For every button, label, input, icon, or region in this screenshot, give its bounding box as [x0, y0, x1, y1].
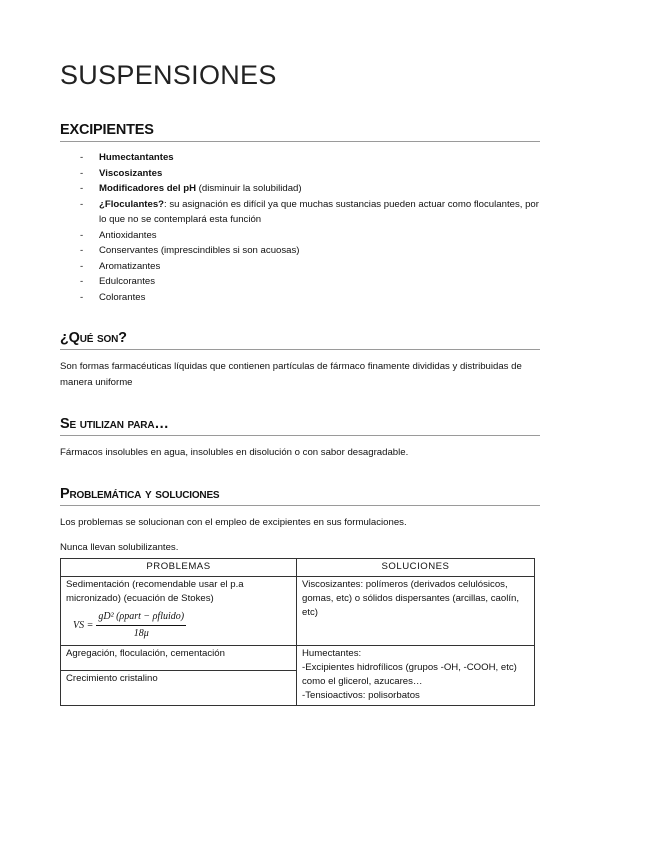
section-heading-se-utilizan: Se utilizan para… [60, 416, 540, 436]
page-title: SUSPENSIONES [60, 60, 277, 90]
formula-denominator: 18μ [133, 628, 149, 639]
solution-viscosizantes: Viscosizantes: polímeros (derivados celulósicos, gomas, etc) o sólidos dispersantes (arcillas, caolín, etc) [302, 579, 520, 618]
list-item: - Humectantantes [60, 150, 540, 166]
formula-lhs: VS = [73, 619, 94, 631]
section-excipientes [60, 122, 540, 305]
section-se-utilizan [60, 416, 540, 461]
table-cell [61, 646, 297, 671]
section-heading-problematica: Problemática y soluciones [60, 486, 540, 506]
se-utilizan-text: Fármacos insolubles en agua, insolubles en disolución o con sabor desagradable. [60, 447, 409, 458]
section-heading-excipientes: EXCIPIENTES [60, 122, 540, 142]
list-item: - Colorantes [60, 290, 540, 306]
solution-line: -Excipientes hidrofílicos (grupos -OH, -COOH, etc) como el glicerol, azucares… [302, 662, 517, 687]
section-que-son [60, 330, 540, 390]
problem-crecimiento: Crecimiento cristalino [66, 672, 158, 684]
list-item: - Antioxidantes [60, 228, 540, 244]
formula-numerator: gD² (ρpart − ρfluido) [96, 610, 186, 626]
list-item: - Viscosizantes [60, 166, 540, 182]
table-header-row [61, 559, 535, 577]
formula-fraction [96, 610, 186, 641]
list-item: - Conservantes (imprescindibles si son acuosas) [60, 243, 540, 259]
list-item: - Aromatizantes [60, 259, 540, 275]
section-heading-que-son: ¿Qué son? [60, 330, 540, 350]
table-cell [297, 577, 535, 646]
table-cell [61, 670, 297, 705]
list-item: - Edulcorantes [60, 274, 540, 290]
table-cell [297, 646, 535, 706]
list-item: - ¿Floculantes?: su asignación es difícil ya que muchas sustancias pueden actuar como floculantes, por lo que no se contemplará esta función [60, 197, 540, 228]
table-header-problemas: PROBLEMAS [61, 559, 297, 577]
problems-table [60, 558, 535, 706]
solution-line: Humectantes: [302, 648, 362, 659]
problematica-para-1: Los problemas se solucionan con el empleo de excipientes en sus formulaciones. [60, 517, 407, 528]
table-header-soluciones: SOLUCIONES [297, 559, 535, 577]
solution-line: -Tensioactivos: polisorbatos [302, 690, 420, 701]
stokes-formula [73, 610, 291, 641]
table-row [61, 577, 535, 646]
list-item: - Modificadores del pH (disminuir la solubilidad) [60, 181, 540, 197]
problematica-para-2: Nunca llevan solubilizantes. [60, 541, 179, 553]
problem-sedimentacion: Sedimentación (recomendable usar el p.a micronizado) (ecuación de Stokes) [66, 579, 244, 604]
table-cell [61, 577, 297, 646]
que-son-text: Son formas farmacéuticas líquidas que contienen partículas de fármaco finamente divididas y distribuidas de manera uniforme [60, 361, 522, 388]
table-row [61, 646, 535, 671]
problem-agregacion: Agregación, floculación, cementación [66, 648, 225, 659]
excipientes-list [60, 150, 540, 305]
section-problematica [60, 486, 540, 706]
